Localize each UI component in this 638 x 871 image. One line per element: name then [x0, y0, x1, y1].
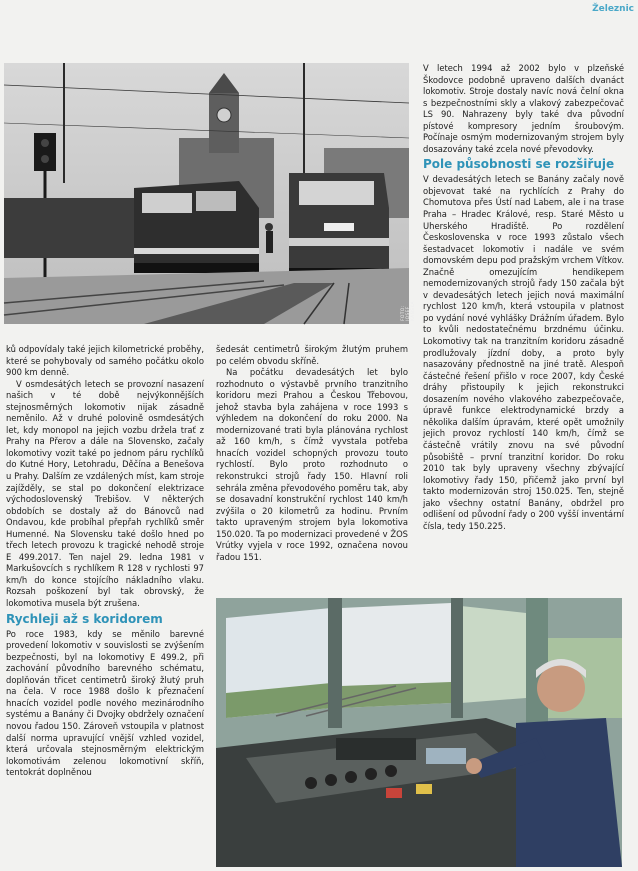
section-heading: Rychleji až s koridorem	[6, 611, 163, 626]
station-photo-illustration	[4, 63, 409, 324]
section-header: Železnic	[592, 4, 634, 14]
paragraph: V letech 1994 až 2002 bylo v plzeňské Škodovce podobně upraveno dalších dvanáct lokomotiv. Stroje dostaly navíc nová čelní okna s bezpečnostními skly a vlakový zabezpečovač LS 90. Nahrazeny byly také dva původní pístové kompresory jedním šroubovým. Počínaje osmým modernizovaným strojem byly dosazovány také zcela nové převodovky.	[423, 63, 624, 154]
article-column-3	[423, 63, 624, 532]
paragraph: Po roce 1983, kdy se měnilo barevné provedení lokomotiv v souvislosti se zvýšením bezpečnosti, byl na lokomotivy E 499.2, při zachování původního barevného schématu, doplňován třicet centimetrů široký žlutý pruh na čela. V roce 1988 došlo k přeznačení hnacích vozidel podle nového mezinárodního systému a Banány či Dvojky obdržely označení novou řadou 150. Zároveň vstoupila v platnost další norma upravující vnější vzhled vozidel, která určovala stejnosměrným elektrickým lokomotivám zelenou lokomotivní skříň, tentokrát doplněnou	[6, 628, 204, 778]
paragraph: šedesát centimetrů širokým žlutým pruhem po celém obvodu skříně.	[216, 344, 408, 366]
photo-credit: FOTO: JOSEF KAŇŠKA	[401, 301, 416, 321]
cab-photo-illustration	[216, 598, 622, 867]
paragraph: ků odpovídaly také jejich kilometrické proběhy, které se pohybovaly od samého počátku okolo 900 km denně.	[6, 344, 204, 378]
paragraph: V osmdesátých letech se provozní nasazení našich v té době nejvýkonnějších stejnosměrných lokomotiv nijak zásadně neměnilo. Až v druhé polovině osmdesátých let, kdy monopol na jejich vozbu držela trať z Prahy na Přerov a dále na Slovensko, začaly lokomotivy vozit také po jednom páru rychlíků do Kutné Hory, Letohradu, Děčína a Benešova u Prahy. Dalším ze vzdálených míst, kam stroje zajížděly, se stal po dokončení elektrizace východoslovenský Trebišov. V některých obdobích se dostaly až do Bánovců nad Ondavou, kde probíhal přepřah rychlíků směr Humenné. Na Slovensku také došlo hned po třech letech provozu k tragické nehodě stroje E 499.2017. Ten najel 29. ledna 1981 v Markušovcích s rychlíkem R 128 v rychlosti 97 km/h do konce stojícího nákladního vlaku. Rozsah poškození byl tak obrovský, že lokomotiva musela být zrušena.	[6, 378, 204, 609]
paragraph: Na počátku devadesátých let bylo rozhodnuto o výstavbě prvního tranzitního koridoru mezi Prahou a Českou Třebovou, jehož stavba byla zahájena v roce 1993 s výhledem na dokončení do roku 2000. Na modernizované trati byla plánována rychlost až 160 km/h, s čímž vyvstala potřeba hnacích vozidel schopných provozu touto rychlostí. Bylo proto rozhodnuto o rekonstrukci strojů řady 150. Hlavní roli sehrála změna převodového poměru tak, aby se dosavadní konstrukční rychlost 140 km/h zvýšila o 20 kilometrů za hodinu. Prvním takto upraveným strojem byla lokomotiva 150.020. Ta po modernizaci provedené v ŽOS Vrútky vyjela v roce 1992, označena novou řadou 151.	[216, 367, 408, 562]
locomotive-cab-photo	[216, 598, 622, 867]
article-column-1	[6, 344, 204, 779]
paragraph: V devadesátých letech se Banány začaly nově objevovat také na rychlících z Prahy do Chomutova přes Ústí nad Labem, ale i na trase Praha – Hradec Králové, resp. Staré Město u Uherského Hradiště. Po rozdělení Československa v roce 1993 zůstalo všech šestadvacet lokomotiv i nadále ve svém domovském depu pod pražským vrchem Vítkov. Značně omezujícím hendikepem nemodernizovaných strojů řady 150 začala být v devadesátých letech jejich nová maximální rychlost 120 km/h, která vstoupila v platnost po vydání nové vyhlášky Drážním úřadem. Bylo to kvůli nedostatečnému brzdnému účinku. Lokomotivy tak na tranzitním koridoru zásadně prodlužovaly jízdní doby, a proto byly nasazovány přednostně na jiné tratě. Alespoň částečné řešení přišlo v roce 2007, kdy České dráhy přistoupily k jejich rekonstrukci dosazením nového vlakového zabezpečovače, úpravě funkce elektrodynamické brzdy a několika dalším úpravám, které opět umožnily jejich provoz rychlostí 140 km/h, čímž se částečně vrátily znovu na své původní působiště – první tranzitní koridor. Do roku 2010 tak byly upraveny všechny zbývající lokomotivy řady 150, přičemž jako první byl takto modernizován stroj 150.025. Ten, stejně jako všechny ostatní Banány, obdržel pro odlišení od původní řady o 200 vyšší inventární čísla, tedy 150.225.	[423, 174, 624, 531]
section-heading: Pole působnosti se rozšiřuje	[423, 157, 615, 172]
locomotives-station-photo	[4, 63, 416, 324]
article-column-2	[216, 344, 408, 563]
